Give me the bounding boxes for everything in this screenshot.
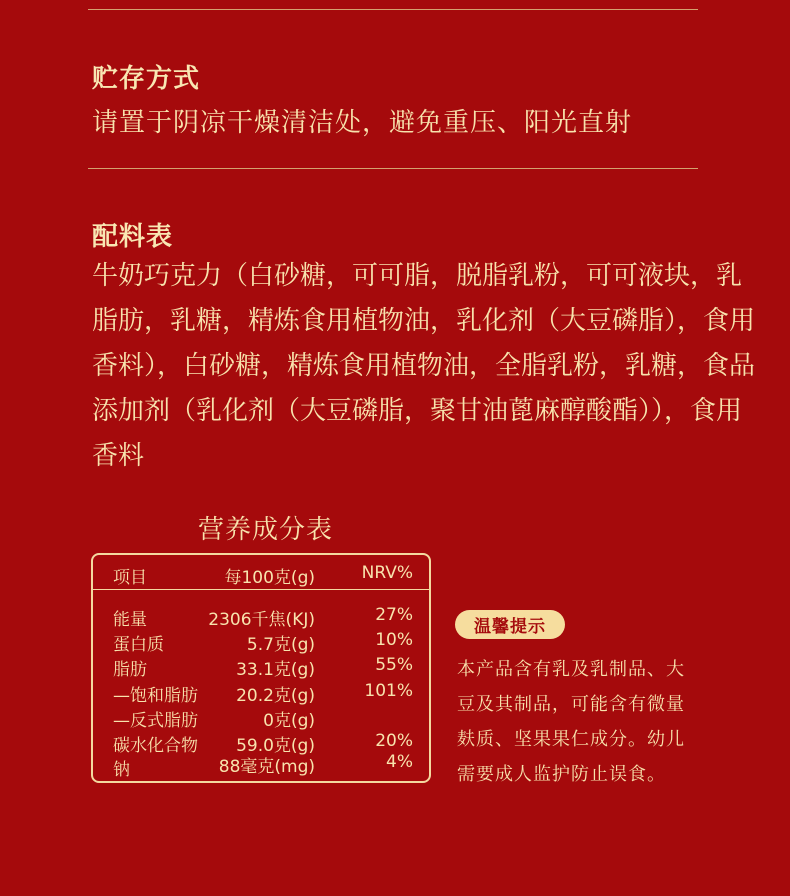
nutrition-row-nrv: 55%	[375, 655, 413, 675]
tip-line: 豆及其制品，可能含有微量	[457, 694, 685, 715]
nutrition-row-name: 钠	[113, 760, 130, 780]
nutrition-row-amount: 88毫克(mg)	[218, 757, 315, 777]
storage-heading: 贮存方式	[92, 64, 201, 94]
middle-divider	[88, 168, 698, 169]
nutrition-header-per100g: 每100克(g)	[224, 568, 315, 588]
nutrition-row-nrv: 27%	[375, 605, 413, 625]
nutrition-row-nrv: 20%	[375, 731, 413, 751]
nutrition-row-name: 能量	[113, 610, 147, 630]
ingredients-line: 添加剂（乳化剂（大豆磷脂，聚甘油蓖麻醇酸酯）），食用	[92, 396, 743, 426]
storage-text: 请置于阴凉干燥清洁处，避免重压、阳光直射	[92, 108, 633, 138]
warm-tip-badge: 温馨提示	[455, 610, 565, 639]
nutrition-row-amount: 2306千焦(KJ)	[208, 610, 315, 630]
top-divider	[88, 9, 698, 10]
nutrition-row-amount: 59.0克(g)	[236, 736, 315, 756]
nutrition-header-nrv: NRV%	[361, 563, 413, 583]
nutrition-header-divider	[93, 589, 429, 590]
nutrition-row-amount: 33.1克(g)	[236, 660, 315, 680]
nutrition-table	[91, 553, 431, 783]
nutrition-row-name: 脂肪	[113, 660, 147, 680]
nutrition-row-nrv: 4%	[386, 752, 413, 772]
tip-line: 需要成人监护防止误食。	[457, 764, 666, 785]
tip-line: 本产品含有乳及乳制品、大	[457, 659, 685, 680]
nutrition-title: 营养成分表	[198, 515, 334, 545]
warm-tip-text	[457, 652, 702, 792]
nutrition-row-nrv: 10%	[375, 630, 413, 650]
nutrition-row-name: —饱和脂肪	[113, 686, 198, 706]
nutrition-row-amount: 0克(g)	[263, 711, 315, 731]
nutrition-row-amount: 20.2克(g)	[236, 686, 315, 706]
ingredients-line: 香料），白砂糖，精炼食用植物油，全脂乳粉，乳糖，食品	[92, 351, 756, 381]
ingredients-text	[92, 254, 756, 479]
ingredients-line: 脂肪，乳糖，精炼食用植物油，乳化剂（大豆磷脂），食用	[92, 306, 756, 336]
ingredients-heading: 配料表	[92, 222, 174, 252]
nutrition-row-nrv: 101%	[364, 681, 413, 701]
tip-line: 麸质、坚果果仁成分。幼儿	[457, 729, 685, 750]
ingredients-line: 牛奶巧克力（白砂糖，可可脂，脱脂乳粉，可可液块，乳	[92, 261, 743, 291]
nutrition-row-name: —反式脂肪	[113, 711, 198, 731]
nutrition-row-name: 蛋白质	[113, 635, 164, 655]
nutrition-row-amount: 5.7克(g)	[246, 635, 315, 655]
nutrition-header-item: 项目	[113, 568, 147, 588]
ingredients-line: 香料	[92, 441, 145, 471]
nutrition-row-name: 碳水化合物	[113, 736, 198, 756]
